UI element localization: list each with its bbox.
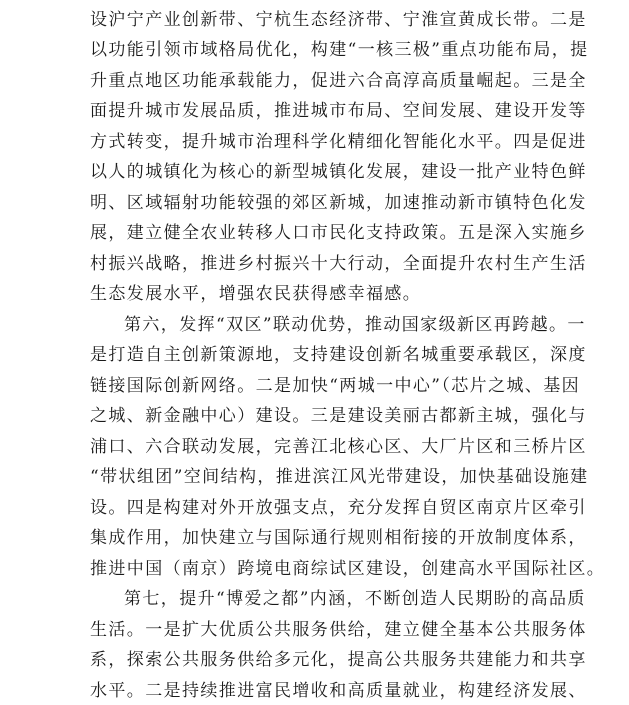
text-line: 生态发展水平，增强农民获得感幸福感。 bbox=[90, 284, 422, 304]
text-line: 方式转变，提升城市治理科学化精细化智能化水平。四是促进 bbox=[90, 132, 587, 152]
text-line: 村振兴战略，推进乡村振兴十大行动，全面提升农村生产生活 bbox=[90, 254, 587, 274]
text-line: 展，建立健全农业转移人口市民化支持政策。五是深入实施乡 bbox=[90, 223, 587, 243]
paragraph-six-first-line: 第六，发挥“双区”联动优势，推动国家级新区再跨越。一 bbox=[124, 315, 586, 335]
text-line: 集成作用，加快建立与国际通行规则相衔接的开放制度体系， bbox=[90, 528, 587, 548]
text-line: 水平。二是持续推进富民增收和高质量就业，构建经济发展、 bbox=[90, 681, 587, 701]
text-line: 以人的城镇化为核心的新型城镇化发展，建设一批产业特色鲜 bbox=[90, 162, 587, 182]
text-line: 设沪宁产业创新带、宁杭生态经济带、宁淮宣黄成长带。二是 bbox=[90, 10, 587, 30]
text-line: 之城、新金融中心）建设。三是建设美丽古都新主城，强化与 bbox=[90, 406, 587, 426]
text-line: “带状组团”空间结构，推进滨江风光带建设，加快基础设施建 bbox=[90, 467, 589, 487]
text-line: 设。四是构建对外开放强支点，充分发挥自贸区南京片区牵引 bbox=[90, 498, 587, 518]
paragraph-seven-first-line: 第七，提升“博爱之都”内涵，不断创造人民期盼的高品质 bbox=[124, 589, 586, 609]
text-line: 以功能引领市域格局优化，构建“一核三极”重点功能布局，提 bbox=[90, 40, 589, 60]
text-line: 推进中国（南京）跨境电商综试区建设，创建高水平国际社区。 bbox=[90, 559, 606, 579]
text-line: 浦口、六合联动发展，完善江北核心区、大厂片区和三桥片区 bbox=[90, 437, 587, 457]
text-line: 链接国际创新网络。二是加快“两城一中心”（芯片之城、基因 bbox=[90, 376, 581, 396]
text-line: 生活。一是扩大优质公共服务供给，建立健全基本公共服务体 bbox=[90, 620, 587, 640]
text-line: 面提升城市发展品质，推进城市布局、空间发展、建设开发等 bbox=[90, 101, 587, 121]
text-line: 明、区域辐射功能较强的郊区新城，加速推动新市镇特色化发 bbox=[90, 193, 587, 213]
text-line: 系，探索公共服务供给多元化，提高公共服务共建能力和共享 bbox=[90, 650, 587, 670]
text-line: 是打造自主创新策源地，支持建设创新名城重要承载区，深度 bbox=[90, 345, 587, 365]
text-line: 升重点地区功能承载能力，促进六合高淳高质量崛起。三是全 bbox=[90, 71, 587, 91]
